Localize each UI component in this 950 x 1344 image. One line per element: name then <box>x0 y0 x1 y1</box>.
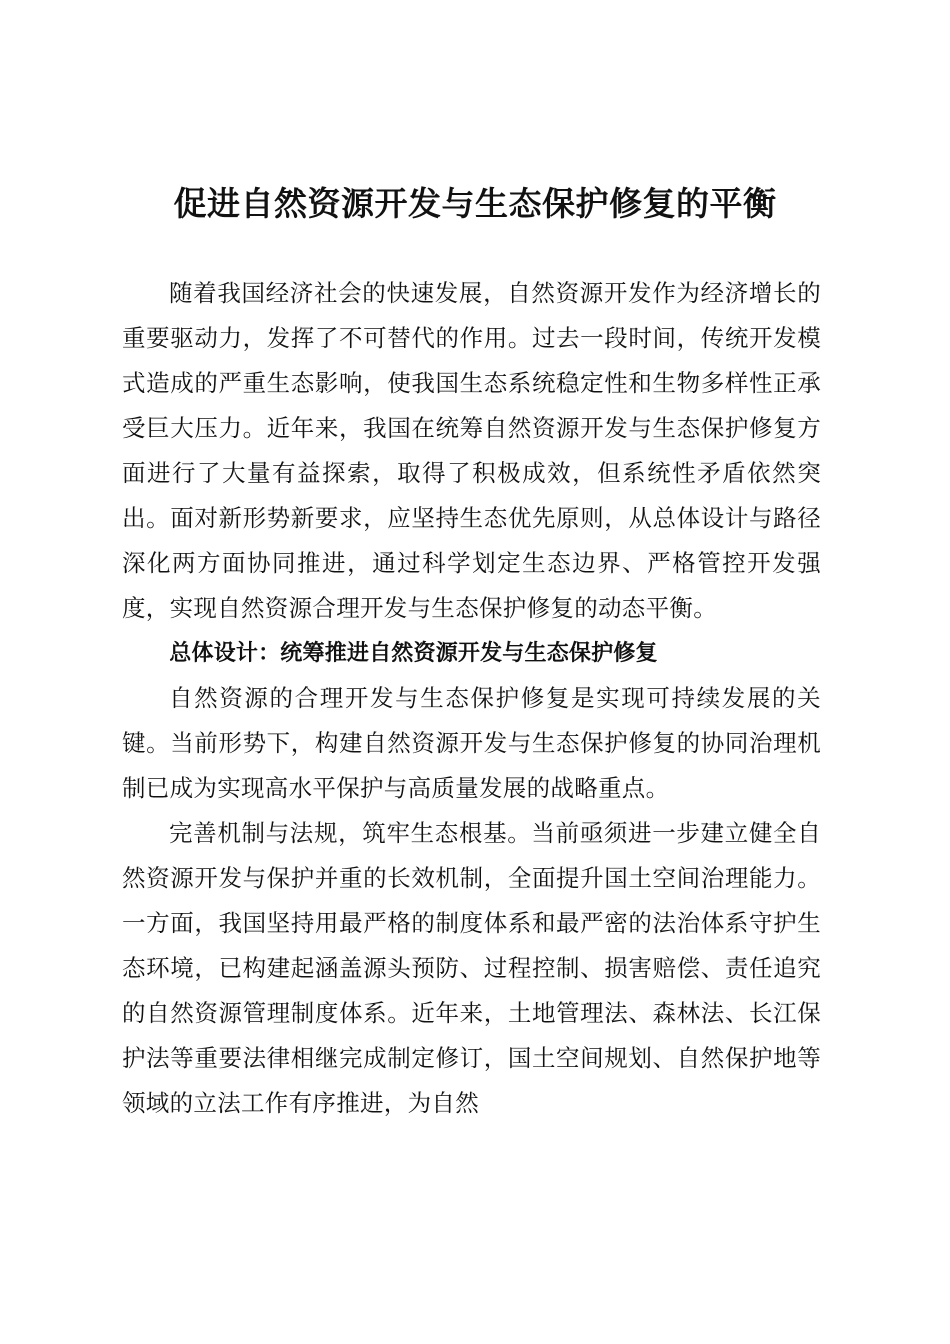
section-paragraph-2: 完善机制与法规，筑牢生态根基。当前亟须进一步建立健全自然资源开发与保护并重的长效机制，全面提升国土空间治理能力。一方面，我国坚持用最严格的制度体系和最严密的法治体系守护生态环境，已构建起涵盖源头预防、过程控制、损害赔偿、责任追究的自然资源管理制度体系。近年来，土地管理法、森林法、长江保护法等重要法律相继完成制定修订，国土空间规划、自然保护地等领域的立法工作有序推进，为自然 <box>122 819 821 1117</box>
section-heading: 总体设计：统筹推进自然资源开发与生态保护修复 <box>169 641 658 666</box>
document-body <box>122 271 821 1126</box>
intro-paragraph: 随着我国经济社会的快速发展，自然资源开发作为经济增长的重要驱动力，发挥了不可替代的作用。过去一段时间，传统开发模式造成的严重生态影响，使我国生态系统稳定性和生物多样性正承受巨大压力。近年来，我国在统筹自然资源开发与生态保护修复方面进行了大量有益探索，取得了积极成效，但系统性矛盾依然突出。面对新形势新要求，应坚持生态优先原则，从总体设计与路径深化两方面协同推进，通过科学划定生态边界、严格管控开发强度，实现自然资源合理开发与生态保护修复的动态平衡。 <box>122 279 821 622</box>
document-title: 促进自然资源开发与生态保护修复的平衡 <box>173 184 777 223</box>
section-paragraph-1: 自然资源的合理开发与生态保护修复是实现可持续发展的关键。当前形势下，构建自然资源开发与生态保护修复的协同治理机制已成为实现高水平保护与高质量发展的战略重点。 <box>122 684 821 802</box>
